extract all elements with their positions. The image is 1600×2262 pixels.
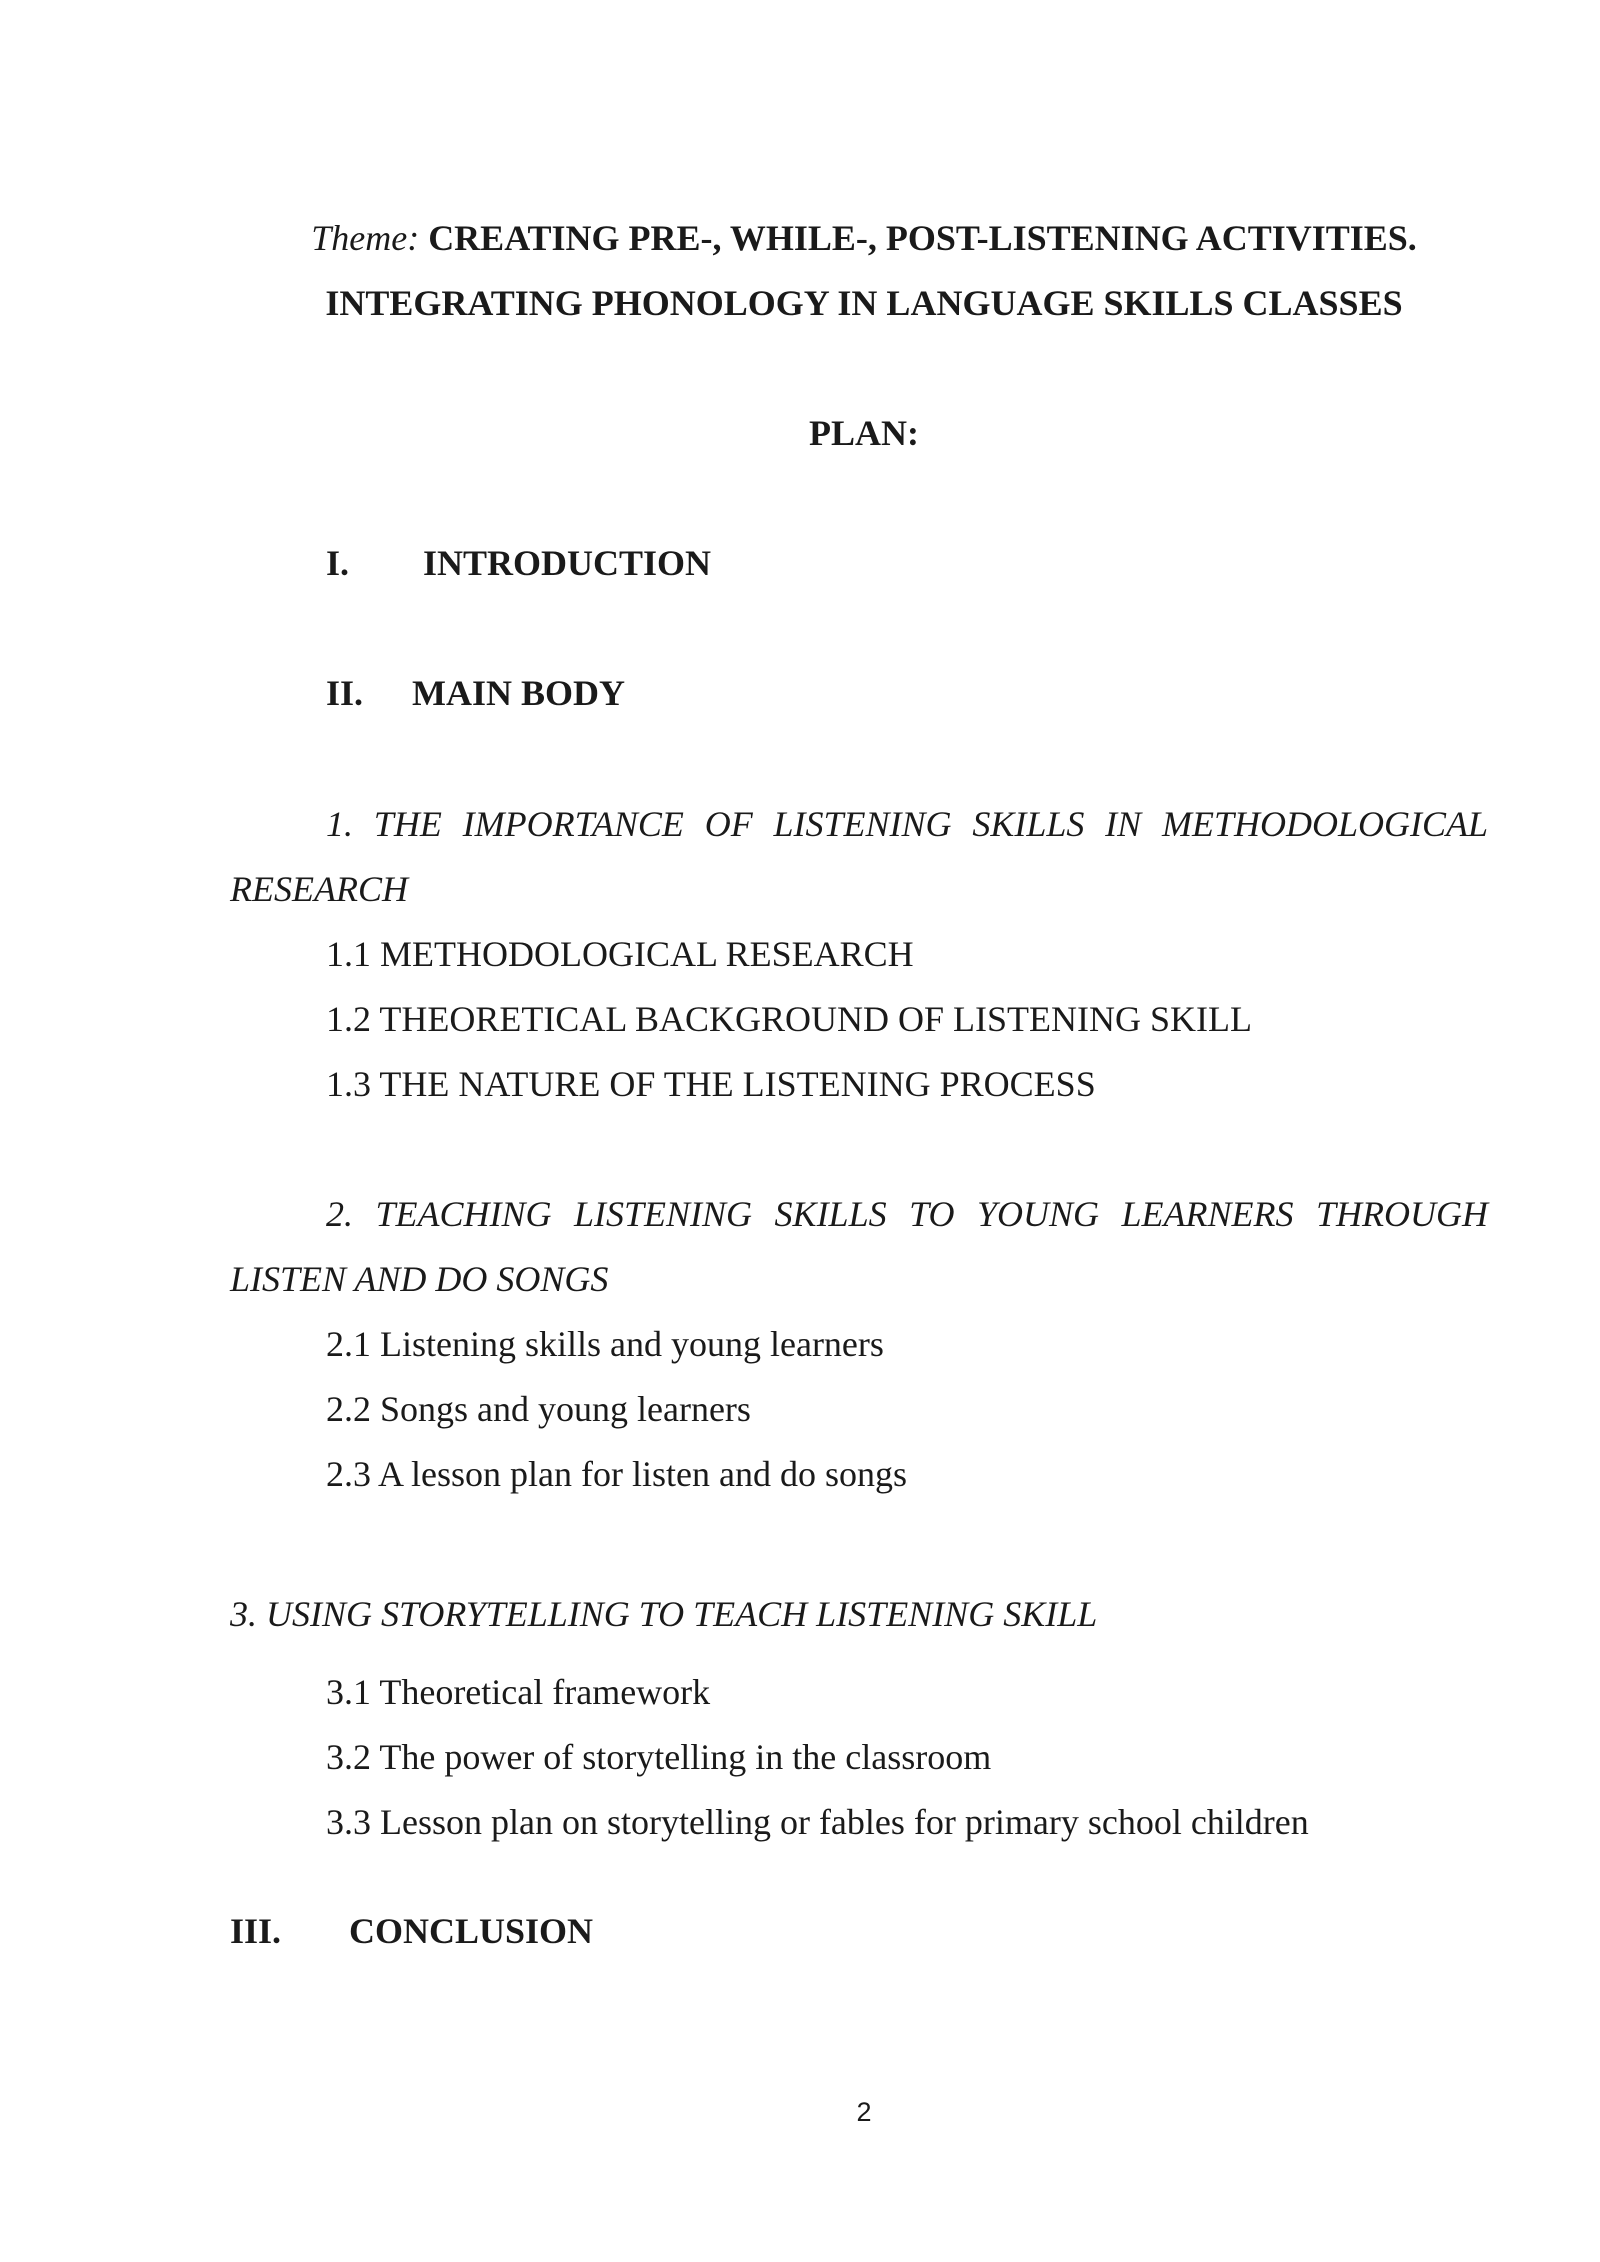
theme-title-line-2: INTEGRATING PHONOLOGY IN LANGUAGE SKILLS CLASSES	[325, 283, 1403, 323]
part-3-item: 3.3 Lesson plan on storytelling or fables for primary school children	[326, 1802, 1309, 1842]
part-3-item: 3.2 The power of storytelling in the classroom	[326, 1737, 992, 1777]
part-1-item: 1.3 THE NATURE OF THE LISTENING PROCESS	[326, 1064, 1096, 1104]
part-2-heading-line-1: 2. TEACHING LISTENING SKILLS TO YOUNG LEARNERS THROUGH	[326, 1194, 1488, 1234]
part-1-item: 1.1 METHODOLOGICAL RESEARCH	[326, 934, 914, 974]
section-conclusion-title: CONCLUSION	[349, 1911, 594, 1951]
section-main-numeral: II.	[326, 673, 364, 713]
plan-heading: PLAN:	[809, 413, 919, 453]
theme-line-1	[0, 216, 1600, 260]
part-3-heading: 3. USING STORYTELLING TO TEACH LISTENING SKILL	[230, 1594, 1098, 1634]
theme-label: Theme:	[311, 218, 420, 258]
page-number: 2	[856, 2097, 872, 2127]
part-3-item: 3.1 Theoretical framework	[326, 1672, 711, 1712]
part-2-heading-line-2: LISTEN AND DO SONGS	[230, 1259, 609, 1299]
theme-title-line-1: CREATING PRE-, WHILE-, POST-LISTENING ACTIVITIES.	[428, 218, 1417, 258]
part-2-item: 2.1 Listening skills and young learners	[326, 1324, 884, 1364]
part-1-heading-line-1: 1. THE IMPORTANCE OF LISTENING SKILLS IN METHODOLOGICAL	[326, 804, 1488, 844]
part-1-heading-line-2: RESEARCH	[230, 869, 408, 909]
section-main-title: MAIN BODY	[412, 673, 625, 713]
part-1-item: 1.2 THEORETICAL BACKGROUND OF LISTENING SKILL	[326, 999, 1252, 1039]
section-intro-numeral: I.	[326, 543, 350, 583]
section-intro-title: INTRODUCTION	[423, 543, 712, 583]
section-conclusion-numeral: III.	[230, 1911, 282, 1951]
part-2-item: 2.2 Songs and young learners	[326, 1389, 751, 1429]
part-2-item: 2.3 A lesson plan for listen and do songs	[326, 1454, 907, 1494]
